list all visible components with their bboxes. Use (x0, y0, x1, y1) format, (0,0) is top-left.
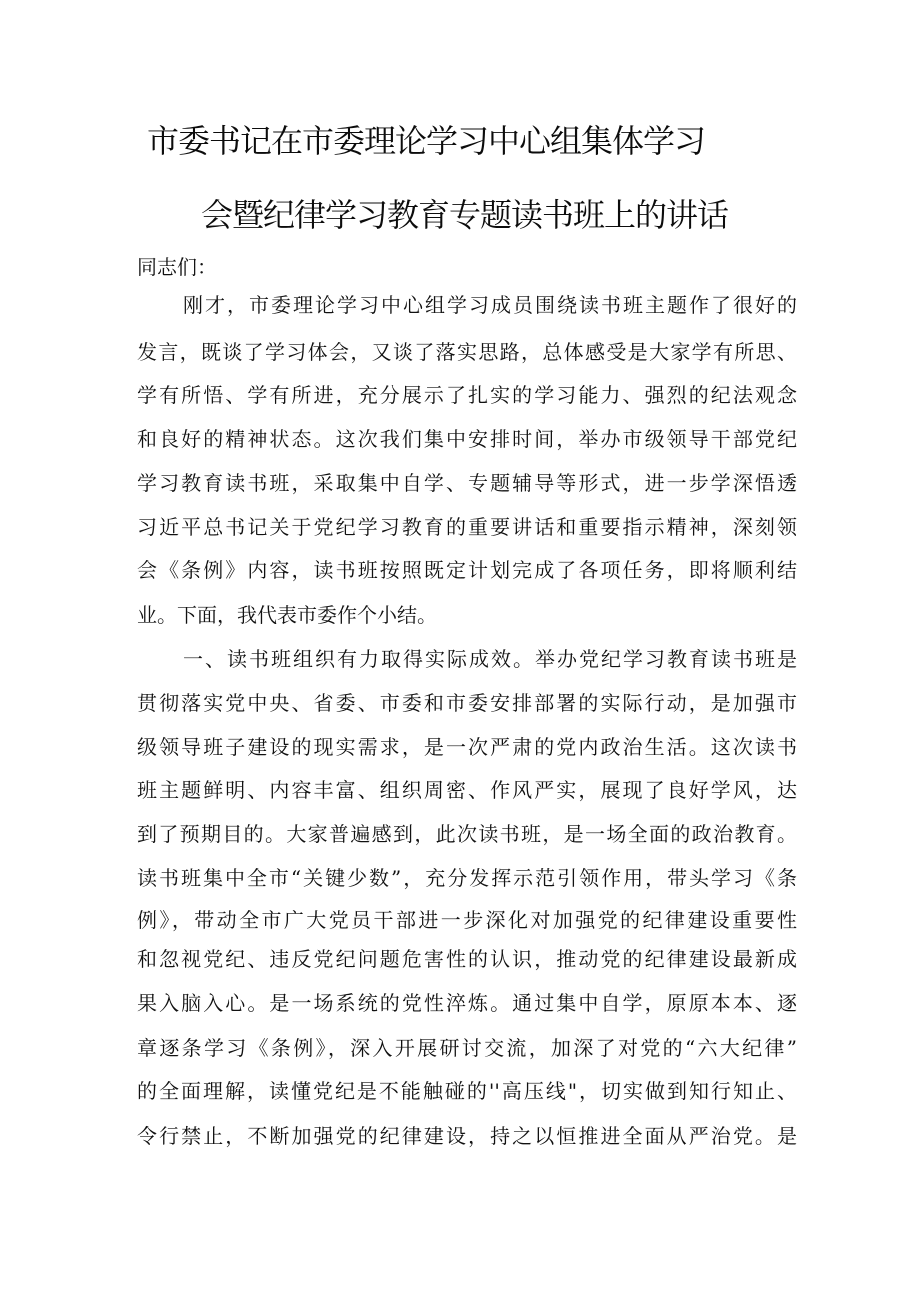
body-text-line: 读书班集中全市“关键少数”，充分发挥示范引领作用，带头学习《条 (137, 866, 797, 890)
body-text-line: 令行禁止，不断加强党的纪律建设，持之以恒推进全面从严治党。是 (137, 1124, 797, 1148)
body-text-line: 例》，带动全市广大党员干部进一步深化对加强党的纪律建设重要性 (137, 908, 797, 932)
body-text-line: 和忽视党纪、违反党纪问题危害性的认识，推动党的纪律建设最新成 (137, 947, 797, 971)
document-title-line-2: 会暨纪律学习教育专题读书班上的讲话 (201, 196, 729, 234)
body-text-line: 和良好的精神状态。这次我们集中安排时间，举办市级领导干部党纪 (137, 427, 797, 451)
body-text-line: 章逐条学习《条例》，深入开展研讨交流，加深了对党的“六大纪律” (137, 1036, 797, 1060)
body-text-line: 会《条例》内容，读书班按照既定计划完成了各项任务，即将顺利结 (137, 558, 797, 582)
body-text-line: 学习教育读书班，采取集中自学、专题辅导等形式，进一步学深悟透 (137, 471, 797, 495)
body-text-line: 的全面理解，读懂党纪是不能触碰的''高压线"，切实做到知行知止、 (137, 1079, 797, 1103)
body-text-line: 业。下面，我代表市委作个小结。 (137, 603, 437, 627)
salutation: 同志们： (137, 255, 217, 279)
body-text-line: 级领导班子建设的现实需求，是一次严肃的党内政治生活。这次读书 (137, 735, 797, 759)
document-title-line-1: 市委书记在市委理论学习中心组集体学习 (147, 122, 706, 160)
body-text-line: 到了预期目的。大家普遍感到，此次读书班，是一场全面的政治教育。 (137, 822, 797, 846)
body-text-line: 贯彻落实党中央、省委、市委和市委安排部署的实际行动，是加强市 (137, 691, 797, 715)
body-text-line: 刚才，市委理论学习中心组学习成员围绕读书班主题作了很好的 (183, 293, 797, 317)
body-text-line: 果入脑入心。是一场系统的党性淬炼。通过集中自学，原原本本、逐 (137, 991, 797, 1015)
section-heading-line: 一、读书班组织有力取得实际成效。举办党纪学习教育读书班是 (183, 647, 797, 671)
body-text-line: 习近平总书记关于党纪学习教育的重要讲话和重要指示精神，深刻领 (137, 515, 797, 539)
body-text-line: 学有所悟、学有所进，充分展示了扎实的学习能力、强烈的纪法观念 (137, 383, 797, 407)
body-text-line: 发言，既谈了学习体会，又谈了落实思路，总体感受是大家学有所思、 (137, 340, 797, 364)
body-text-line: 班主题鲜明、内容丰富、组织周密、作风严实，展现了良好学风，达 (137, 778, 797, 802)
